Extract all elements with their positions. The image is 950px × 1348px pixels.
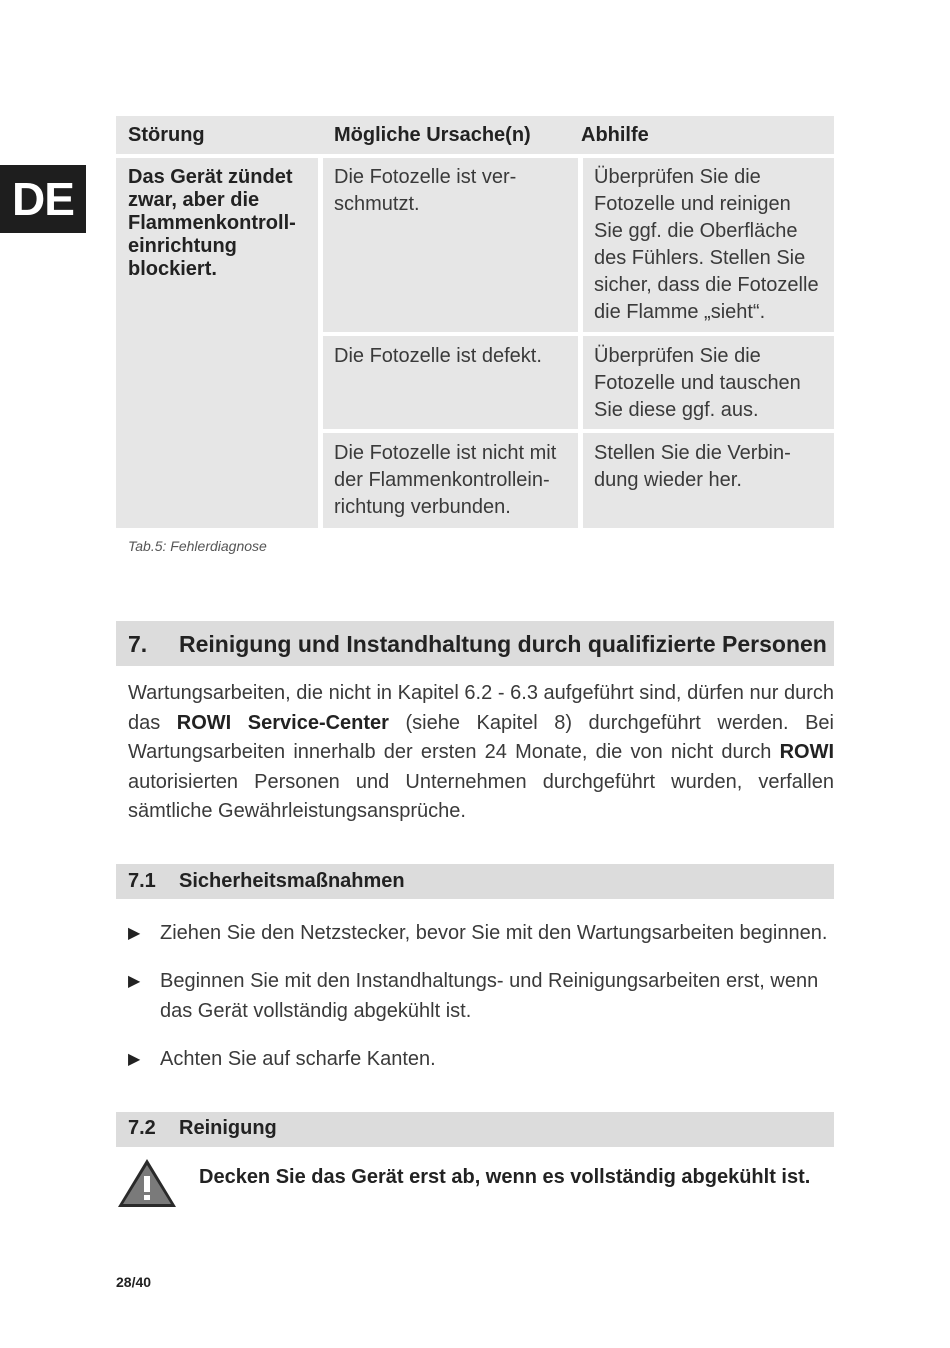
section-7-2-title: Reinigung bbox=[179, 1117, 277, 1139]
section-7-2-number: 7.2 bbox=[128, 1117, 156, 1139]
remedy-1: Überprüfen Sie die Fotozelle und reinigen Sie ggf. die Oberfläche des Fühlers. Stellen Sie sicher, dass die Fotozelle die Flamme „sieht“. bbox=[594, 166, 819, 323]
cause-2: Die Fotozelle ist defekt. bbox=[334, 345, 542, 367]
fault-description: Das Gerät zündet zwar, aber die Flammenkontrolleinrichtung blockiert. bbox=[128, 166, 296, 280]
bullet-arrow-icon: ▶ bbox=[128, 925, 141, 942]
cause-1: Die Fotozelle ist verschmutzt. bbox=[334, 166, 517, 215]
section-7-paragraph: Wartungsarbeiten, die nicht in Kapitel 6.2 - 6.3 aufgeführt sind, dürfen nur durch das ROWI Service-Center (siehe Kapitel 8) durchgeführt werden. Bei Wartungsarbeiten innerhalb der ersten 24 Monate, die von nicht durch ROWI autorisierten Personen und Unternehmen durchgeführt wurden, verfallen sämtliche Gewährleistungsansprüche. bbox=[128, 682, 834, 822]
bullet-arrow-icon: ▶ bbox=[128, 973, 141, 990]
section-7-number: 7. bbox=[128, 631, 148, 657]
page-number: 28/40 bbox=[116, 1274, 152, 1290]
section-7-title: Reinigung und Instandhaltung durch qualifizierte Personen bbox=[179, 631, 827, 657]
table-header-ursache: Mögliche Ursache(n) bbox=[334, 123, 531, 146]
remedy-2: Überprüfen Sie die Fotozelle und tauschen Sie diese ggf. aus. bbox=[594, 345, 801, 421]
table-caption: Tab.5: Fehlerdiagnose bbox=[128, 538, 267, 554]
section-7-1-title: Sicherheitsmaßnahmen bbox=[179, 870, 405, 892]
warning-triangle-icon bbox=[115, 1156, 179, 1210]
cause-3: Die Fotozelle ist nicht mit der Flammenkontrolleinrichtung verbunden. bbox=[334, 442, 557, 518]
warning-text: Decken Sie das Gerät erst ab, wenn es vollständig abgekühlt ist. bbox=[199, 1166, 811, 1188]
language-tab: DE bbox=[0, 165, 86, 233]
section-7-1-number: 7.1 bbox=[128, 870, 156, 892]
remedy-3: Stellen Sie die Verbindung wieder her. bbox=[594, 442, 791, 491]
table-header-stoerung: Störung bbox=[128, 123, 205, 146]
table-header-abhilfe: Abhilfe bbox=[581, 123, 649, 146]
bullet-arrow-icon: ▶ bbox=[128, 1051, 141, 1068]
